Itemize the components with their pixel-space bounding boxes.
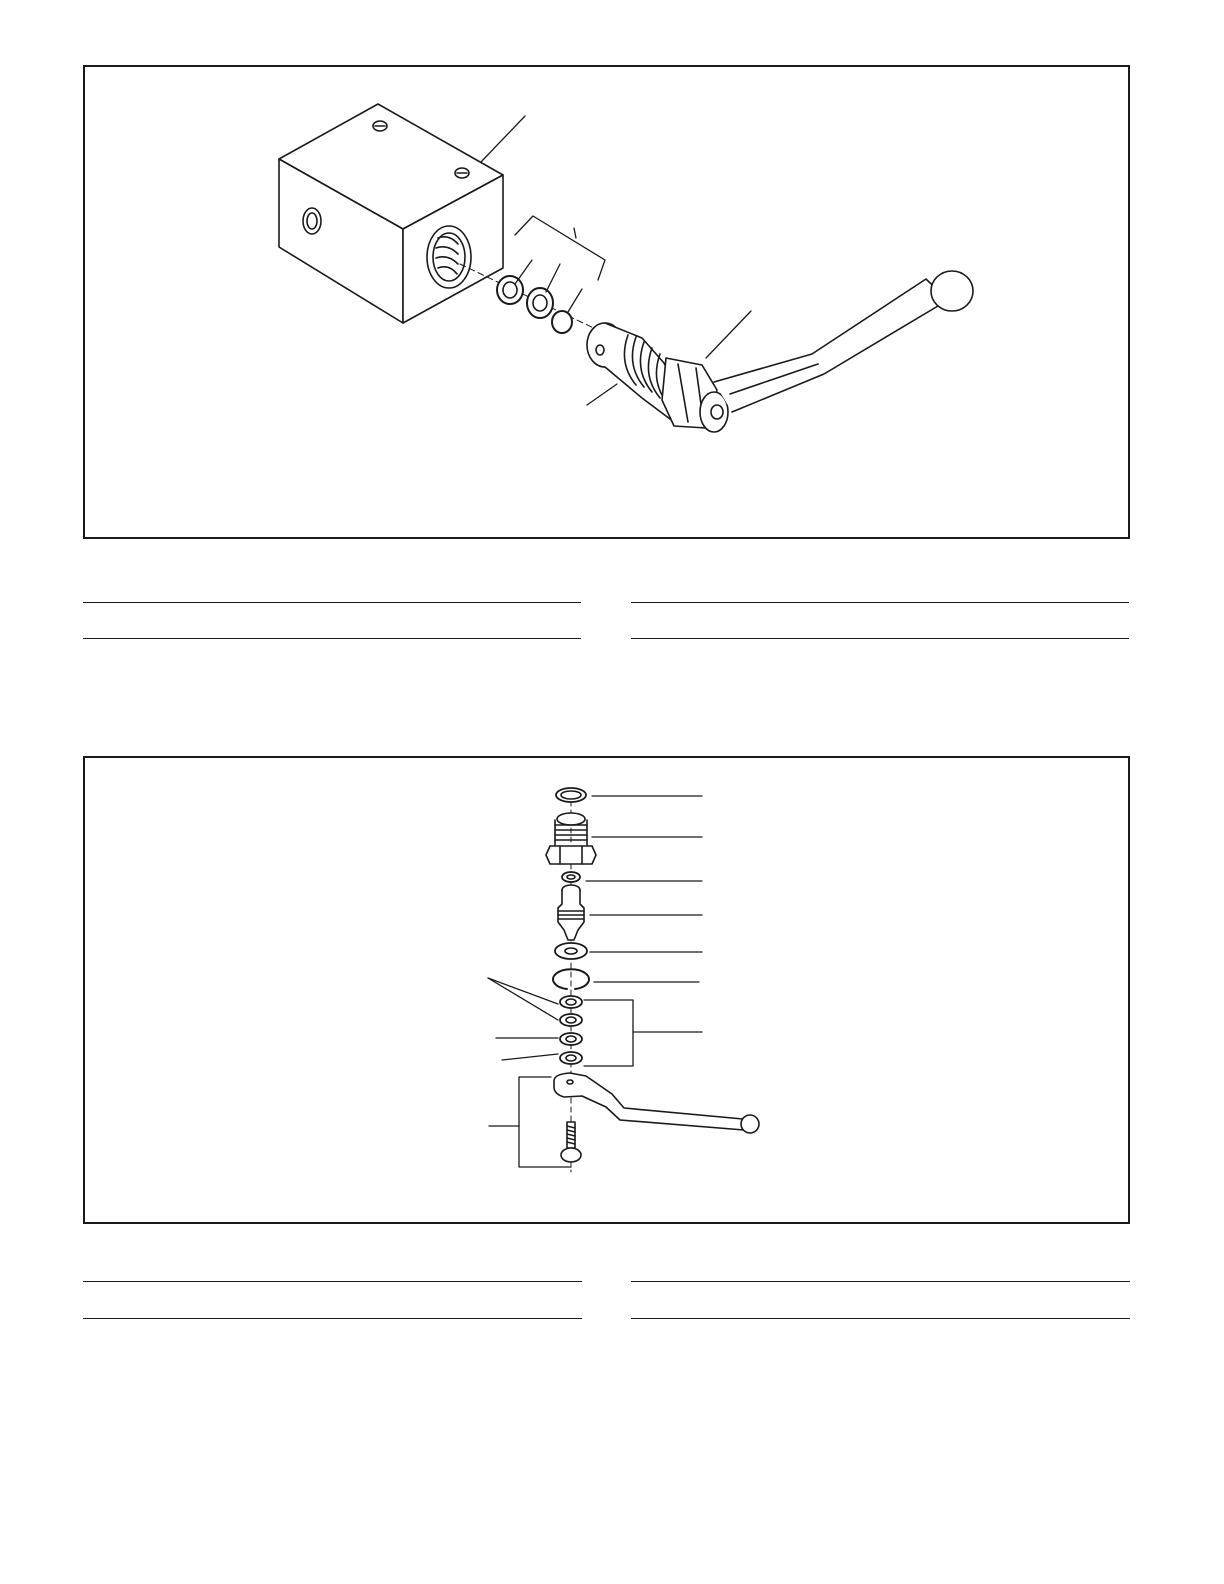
parts-table-rule-4a: [631, 1281, 1130, 1282]
handle: [554, 1073, 759, 1133]
figure-2-exploded-stem-assembly: [83, 756, 1130, 1224]
retaining-ring: [556, 788, 586, 802]
valve-body: [279, 104, 503, 323]
figure-2-drawing: [85, 758, 1132, 1226]
leader-lines-left: [488, 978, 571, 1167]
handle-screw: [561, 1122, 581, 1162]
parts-table-rule-4b: [631, 1318, 1130, 1319]
leader-lines-right: [584, 796, 702, 1066]
parts-table-rule-1b: [83, 638, 581, 639]
figure-1-drawing: [85, 67, 1132, 541]
small-washer: [562, 872, 580, 882]
parts-table-rule-3a: [83, 1281, 582, 1282]
parts-table-rule-1a: [83, 602, 581, 603]
parts-table-rule-2a: [631, 602, 1129, 603]
parts-table-rule-3b: [83, 1318, 582, 1319]
ball-handle: [714, 271, 973, 412]
seal-ring: [497, 276, 523, 304]
flat-washer: [555, 943, 587, 959]
figure-1-exploded-valve: [83, 65, 1130, 539]
parts-table-rule-2b: [631, 638, 1129, 639]
stem: [558, 885, 584, 940]
spacer-washer: [527, 288, 553, 318]
hex-bonnet: [662, 358, 728, 432]
o-ring: [552, 311, 572, 333]
